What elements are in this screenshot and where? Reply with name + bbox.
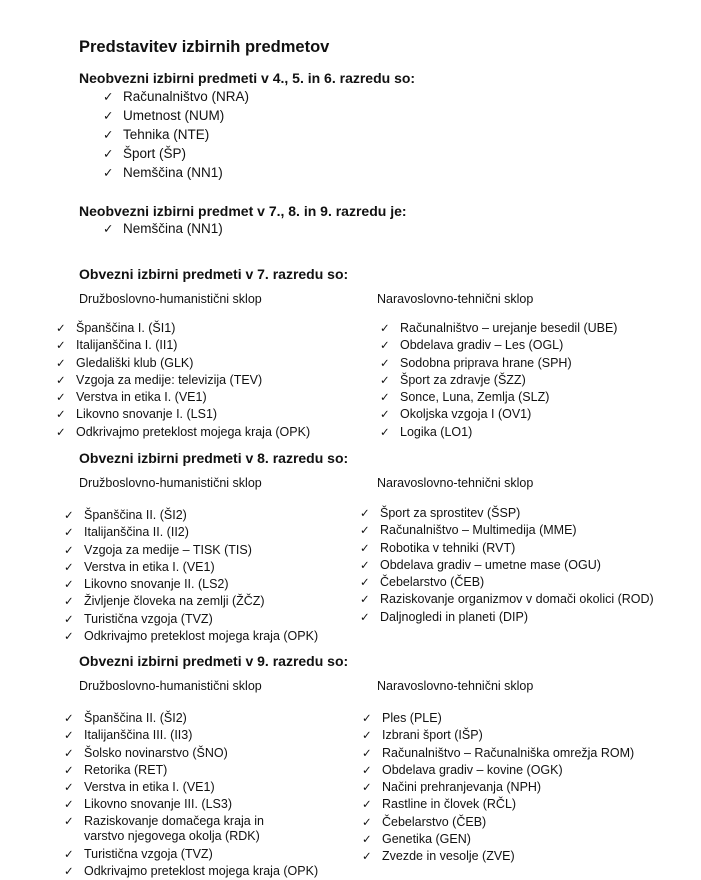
- list-item: [56, 372, 310, 389]
- checkmark-icon: ✓: [64, 711, 74, 725]
- checkmark-icon: ✓: [103, 165, 114, 180]
- checkmark-icon: ✓: [362, 797, 372, 812]
- list-item: [64, 593, 318, 610]
- grade-7-left-label: Družboslovno-humanistični sklop: [79, 292, 262, 306]
- checkmark-icon: ✓: [103, 108, 114, 123]
- checkmark-icon: ✓: [360, 609, 370, 624]
- checkmark-icon: ✓: [380, 355, 390, 370]
- list-item-text: Računalništvo – Multimedija (MME): [380, 523, 577, 538]
- checkmark-icon: ✓: [64, 728, 74, 743]
- checkmark-icon: ✓: [362, 745, 372, 760]
- list-item: [362, 745, 634, 762]
- list-item-text: Likovno snovanje I. (LS1): [76, 407, 218, 422]
- list-item-text: Življenje človeka na zemlji (ŽČZ): [84, 594, 265, 609]
- grade-8-right-label: Naravoslovno-tehnični sklop: [377, 476, 534, 490]
- list-item: [64, 814, 318, 846]
- list-item-text: Čebelarstvo (ČEB): [380, 575, 485, 590]
- list-item-text: Računalništvo – Računalniška omrežja ROM): [382, 745, 635, 760]
- list-item: [360, 540, 654, 557]
- checkmark-icon: ✓: [56, 355, 66, 370]
- list-item: [56, 355, 310, 372]
- checkmark-icon: ✓: [56, 424, 66, 439]
- checkmark-icon: ✓: [360, 592, 370, 607]
- checkmark-icon: ✓: [380, 390, 390, 405]
- list-item-text: Čebelarstvo (ČEB): [382, 814, 487, 829]
- list-item-text: Italijanščina II. (II2): [84, 525, 189, 540]
- checkmark-icon: ✓: [64, 559, 74, 574]
- list-item-text: Nemščina (NN1): [123, 221, 223, 236]
- grade-9-right-list: [362, 710, 634, 866]
- checkmark-icon: ✓: [64, 780, 74, 795]
- checkmark-icon: ✓: [64, 629, 74, 644]
- heading-grade-8: Obvezni izbirni predmeti v 8. razredu so:: [79, 450, 349, 466]
- checkmark-icon: ✓: [362, 780, 372, 795]
- list-item: [103, 163, 249, 182]
- list-item: [103, 106, 249, 125]
- list-item-text: Španščina II. (ŠI2): [84, 711, 187, 725]
- list-item: [380, 389, 617, 406]
- list-item: [103, 219, 223, 238]
- list-item: [64, 796, 318, 813]
- list-item-text: Verstva in etika I. (VE1): [76, 390, 207, 405]
- list-item: [380, 406, 617, 423]
- list-item-text: Vzgoja za medije – TISK (TIS): [84, 542, 252, 557]
- list-item-text: Robotika v tehniki (RVT): [380, 540, 516, 555]
- grade-9-right-label: Naravoslovno-tehnični sklop: [377, 679, 534, 693]
- list-item-text: Šport za zdravje (ŠZZ): [400, 372, 526, 387]
- list-item-text: Daljnogledi in planeti (DIP): [380, 609, 528, 624]
- checkmark-icon: ✓: [360, 506, 370, 520]
- checkmark-icon: ✓: [64, 762, 74, 777]
- list-item: [360, 591, 654, 608]
- checkmark-icon: ✓: [362, 832, 372, 847]
- list-item: [103, 144, 249, 163]
- grade-7-left-list: [56, 320, 310, 441]
- list-item-text: Retorika (RET): [84, 762, 168, 777]
- list-item-text: Odkrivajmo preteklost mojega kraja (OPK): [76, 424, 311, 439]
- list-item: [64, 710, 318, 727]
- list-item: [380, 320, 617, 337]
- checkmark-icon: ✓: [360, 557, 370, 572]
- list-item-text: Genetika (GEN): [382, 832, 471, 847]
- list-item: [64, 559, 318, 576]
- checkmark-icon: ✓: [56, 321, 66, 335]
- checkmark-icon: ✓: [64, 594, 74, 609]
- checkmark-icon: ✓: [380, 372, 390, 387]
- checkmark-icon: ✓: [64, 813, 74, 828]
- checkmark-icon: ✓: [64, 508, 74, 522]
- list-item: [360, 557, 654, 574]
- list-item-text: Španščina I. (ŠI1): [76, 321, 176, 335]
- list-item-text: Obdelava gradiv – umetne mase (OGU): [380, 557, 601, 572]
- list-item-text: Odkrivajmo preteklost mojega kraja (OPK): [84, 864, 319, 879]
- grade-7-right-label: Naravoslovno-tehnični sklop: [377, 292, 534, 306]
- list-item-text: Likovno snovanje III. (LS3): [84, 797, 232, 812]
- list-item: [362, 796, 634, 813]
- list-item: [362, 710, 634, 727]
- list-item-text: Verstva in etika I. (VE1): [84, 780, 215, 795]
- checkmark-icon: ✓: [362, 762, 372, 777]
- heading-grades-4-6: Neobvezni izbirni predmeti v 4., 5. in 6. razredu so:: [79, 70, 416, 86]
- list-item: [64, 727, 318, 744]
- checkmark-icon: ✓: [64, 864, 74, 879]
- list-item-text: Obdelava gradiv – kovine (OGK): [382, 762, 563, 777]
- list-item: [362, 814, 634, 831]
- checkmark-icon: ✓: [362, 711, 372, 725]
- checkmark-icon: ✓: [103, 89, 114, 104]
- list-item: [380, 372, 617, 389]
- list-item: [103, 87, 249, 106]
- list-item: [362, 848, 634, 865]
- checkmark-icon: ✓: [362, 814, 372, 829]
- list-item: [64, 576, 318, 593]
- list-item-text: Računalništvo (NRA): [123, 89, 250, 104]
- list-item: [380, 355, 617, 372]
- list-item: [64, 611, 318, 628]
- list-item: [64, 507, 318, 524]
- heading-grade-9: Obvezni izbirni predmeti v 9. razredu so:: [79, 653, 349, 669]
- list-item-text: Šport za sprostitev (ŠSP): [380, 506, 521, 520]
- grade-9-left-label: Družboslovno-humanistični sklop: [79, 679, 262, 693]
- checkmark-icon: ✓: [64, 797, 74, 812]
- list-item-text: Verstva in etika I. (VE1): [84, 559, 215, 574]
- list-item-text: Turistična vzgoja (TVZ): [84, 611, 213, 626]
- checkmark-icon: ✓: [64, 611, 74, 626]
- list-item-text: Sonce, Luna, Zemlja (SLZ): [400, 390, 550, 405]
- list-item-text: Sodobna priprava hrane (SPH): [400, 355, 572, 370]
- checkmark-icon: ✓: [380, 407, 390, 422]
- checkmark-icon: ✓: [56, 407, 66, 422]
- checkmark-icon: ✓: [64, 542, 74, 557]
- checkmark-icon: ✓: [380, 321, 390, 335]
- list-item-text: Raziskovanje organizmov v domači okolici (ROD): [380, 592, 654, 607]
- checkmark-icon: ✓: [360, 523, 370, 538]
- list-item: [64, 779, 318, 796]
- heading-grade-7: Obvezni izbirni predmeti v 7. razredu so:: [79, 266, 349, 282]
- grade-8-left-list: [64, 507, 318, 645]
- list-item-text: Logika (LO1): [400, 424, 473, 439]
- list-item: [64, 762, 318, 779]
- checkmark-icon: ✓: [64, 525, 74, 540]
- checkmark-icon: ✓: [56, 372, 66, 387]
- list-item-text: Računalništvo – urejanje besedil (UBE): [400, 321, 618, 335]
- list-grades-7-9: [103, 219, 223, 238]
- list-item-text: Nemščina (NN1): [123, 165, 223, 180]
- list-item-text: Šport (ŠP): [123, 146, 187, 161]
- list-grades-4-6: [103, 87, 249, 182]
- checkmark-icon: ✓: [56, 390, 66, 405]
- list-item: [380, 424, 617, 441]
- list-item: [64, 745, 318, 762]
- heading-grades-7-9: Neobvezni izbirni predmet v 7., 8. in 9. razredu je:: [79, 203, 407, 219]
- list-item: [360, 574, 654, 591]
- checkmark-icon: ✓: [380, 338, 390, 353]
- page-title: Predstavitev izbirnih predmetov: [79, 38, 330, 56]
- list-item-text: Umetnost (NUM): [123, 108, 225, 123]
- grade-7-right-list: [380, 320, 617, 441]
- checkmark-icon: ✓: [360, 575, 370, 590]
- list-item: [64, 542, 318, 559]
- grade-9-left-list: [64, 710, 318, 880]
- list-item-text: Italijanščina III. (II3): [84, 728, 193, 743]
- list-item-text: Ples (PLE): [382, 711, 442, 725]
- list-item: [64, 524, 318, 541]
- list-item: [56, 424, 310, 441]
- list-item-text: Tehnika (NTE): [123, 127, 210, 142]
- checkmark-icon: ✓: [64, 577, 74, 592]
- list-item: [64, 863, 318, 880]
- list-item-text: Turistična vzgoja (TVZ): [84, 846, 213, 861]
- checkmark-icon: ✓: [103, 127, 114, 142]
- checkmark-icon: ✓: [64, 846, 74, 861]
- list-item: [64, 846, 318, 863]
- list-item: [360, 505, 654, 522]
- list-item-text: Raziskovanje domačega kraja in varstvo njegovega okolja (RDK): [84, 813, 264, 844]
- list-item: [362, 762, 634, 779]
- list-item-text: Obdelava gradiv – Les (OGL): [400, 338, 564, 353]
- list-item: [64, 628, 318, 645]
- list-item-text: Šolsko novinarstvo (ŠNO): [84, 745, 228, 760]
- checkmark-icon: ✓: [56, 338, 66, 353]
- checkmark-icon: ✓: [362, 849, 372, 864]
- checkmark-icon: ✓: [362, 728, 372, 743]
- list-item-text: Izbrani šport (IŠP): [382, 728, 483, 743]
- list-item: [360, 522, 654, 539]
- grade-8-left-label: Družboslovno-humanistični sklop: [79, 476, 262, 490]
- checkmark-icon: ✓: [103, 146, 114, 161]
- list-item-text: Likovno snovanje II. (LS2): [84, 577, 229, 592]
- checkmark-icon: ✓: [103, 221, 114, 236]
- list-item: [103, 125, 249, 144]
- list-item-text: Španščina II. (ŠI2): [84, 508, 187, 522]
- list-item-text: Odkrivajmo preteklost mojega kraja (OPK): [84, 629, 319, 644]
- list-item: [362, 727, 634, 744]
- list-item-text: Rastline in človek (RČL): [382, 797, 517, 812]
- list-item: [56, 406, 310, 423]
- list-item-text: Načini prehranjevanja (NPH): [382, 780, 542, 795]
- list-item-text: Italijanščina I. (II1): [76, 338, 178, 353]
- list-item: [362, 779, 634, 796]
- list-item-text: Vzgoja za medije: televizija (TEV): [76, 372, 263, 387]
- list-item-text: Okoljska vzgoja I (OV1): [400, 407, 532, 422]
- checkmark-icon: ✓: [360, 540, 370, 555]
- list-item: [360, 609, 654, 626]
- checkmark-icon: ✓: [380, 424, 390, 439]
- grade-8-right-list: [360, 505, 654, 626]
- list-item-text: Zvezde in vesolje (ZVE): [382, 849, 515, 864]
- list-item: [362, 831, 634, 848]
- list-item: [56, 320, 310, 337]
- list-item-text: Gledališki klub (GLK): [76, 355, 194, 370]
- list-item: [380, 337, 617, 354]
- list-item: [56, 337, 310, 354]
- list-item: [56, 389, 310, 406]
- checkmark-icon: ✓: [64, 745, 74, 760]
